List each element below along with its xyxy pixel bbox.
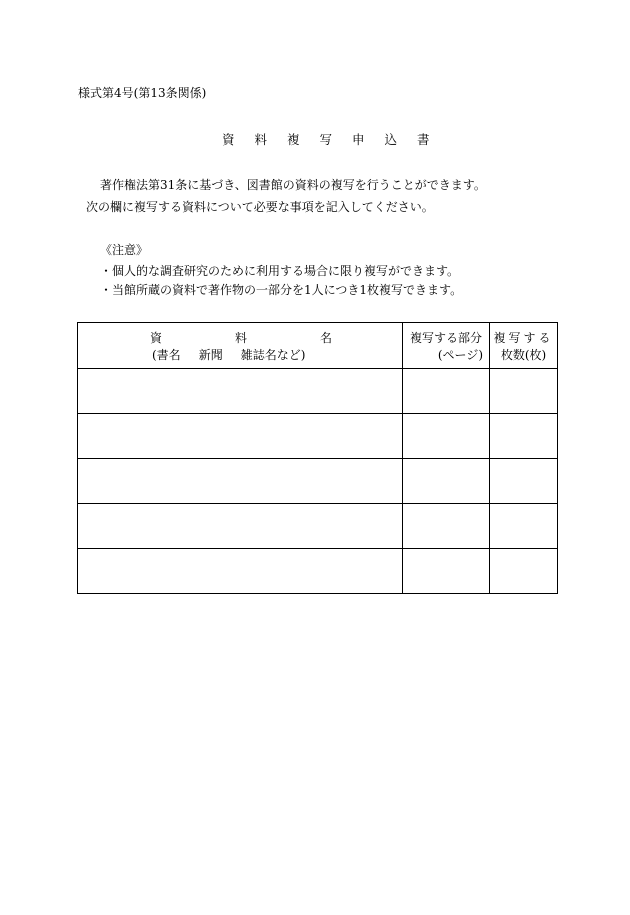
copy-count-cell[interactable]: [490, 504, 558, 549]
page-title: 資料複写申込書: [222, 132, 450, 147]
header-char-3: 名: [319, 330, 332, 345]
copy-count-cell[interactable]: [490, 459, 558, 504]
copy-pages-cell[interactable]: [403, 504, 490, 549]
table-row: [78, 549, 558, 594]
material-name-cell[interactable]: [78, 414, 403, 459]
header-copy-pages: [403, 323, 490, 369]
header-sub-newspaper: 新聞: [198, 347, 223, 362]
note-item-2: ・当館所蔵の資料で著作物の一部分を1人につき1枚複写できます。: [100, 283, 463, 297]
copy-count-cell[interactable]: [490, 414, 558, 459]
header-copy-count-line2: 枚数(枚): [500, 347, 547, 362]
table-row: [78, 504, 558, 549]
material-name-cell[interactable]: [78, 459, 403, 504]
table-row: [78, 414, 558, 459]
copy-pages-cell[interactable]: [403, 459, 490, 504]
intro-line-1: 著作権法第31条に基づき、図書館の資料の複写を行うことができます。: [100, 178, 486, 192]
header-copy-count: [490, 323, 558, 369]
note-item-1: ・個人的な調査研究のために利用する場合に限り複写ができます。: [100, 264, 460, 278]
copy-request-table: [77, 322, 558, 594]
material-name-cell[interactable]: [78, 549, 403, 594]
intro-line-2: 次の欄に複写する資料について必要な事項を記入してください。: [86, 200, 434, 214]
header-sub-book: (書名: [152, 347, 181, 362]
copy-pages-cell[interactable]: [403, 369, 490, 414]
table-row: [78, 369, 558, 414]
copy-count-cell[interactable]: [490, 369, 558, 414]
header-char-2: 料: [234, 330, 247, 345]
table-header-row: [78, 323, 558, 369]
header-copy-pages-line2: (ページ): [437, 347, 483, 362]
header-char-1: 資: [150, 330, 163, 345]
header-material-name: [78, 323, 403, 369]
header-sub-magazine: 雑誌名など): [240, 347, 306, 362]
header-copy-count-line1: 複写する: [493, 330, 554, 345]
notes-heading: 《注意》: [100, 243, 149, 257]
material-name-cell[interactable]: [78, 504, 403, 549]
copy-pages-cell[interactable]: [403, 549, 490, 594]
form-number: 様式第4号(第13条関係): [78, 86, 207, 100]
copy-pages-cell[interactable]: [403, 414, 490, 459]
copy-count-cell[interactable]: [490, 549, 558, 594]
material-name-cell[interactable]: [78, 369, 403, 414]
table-row: [78, 459, 558, 504]
header-copy-pages-line1: 複写する部分: [409, 330, 482, 345]
